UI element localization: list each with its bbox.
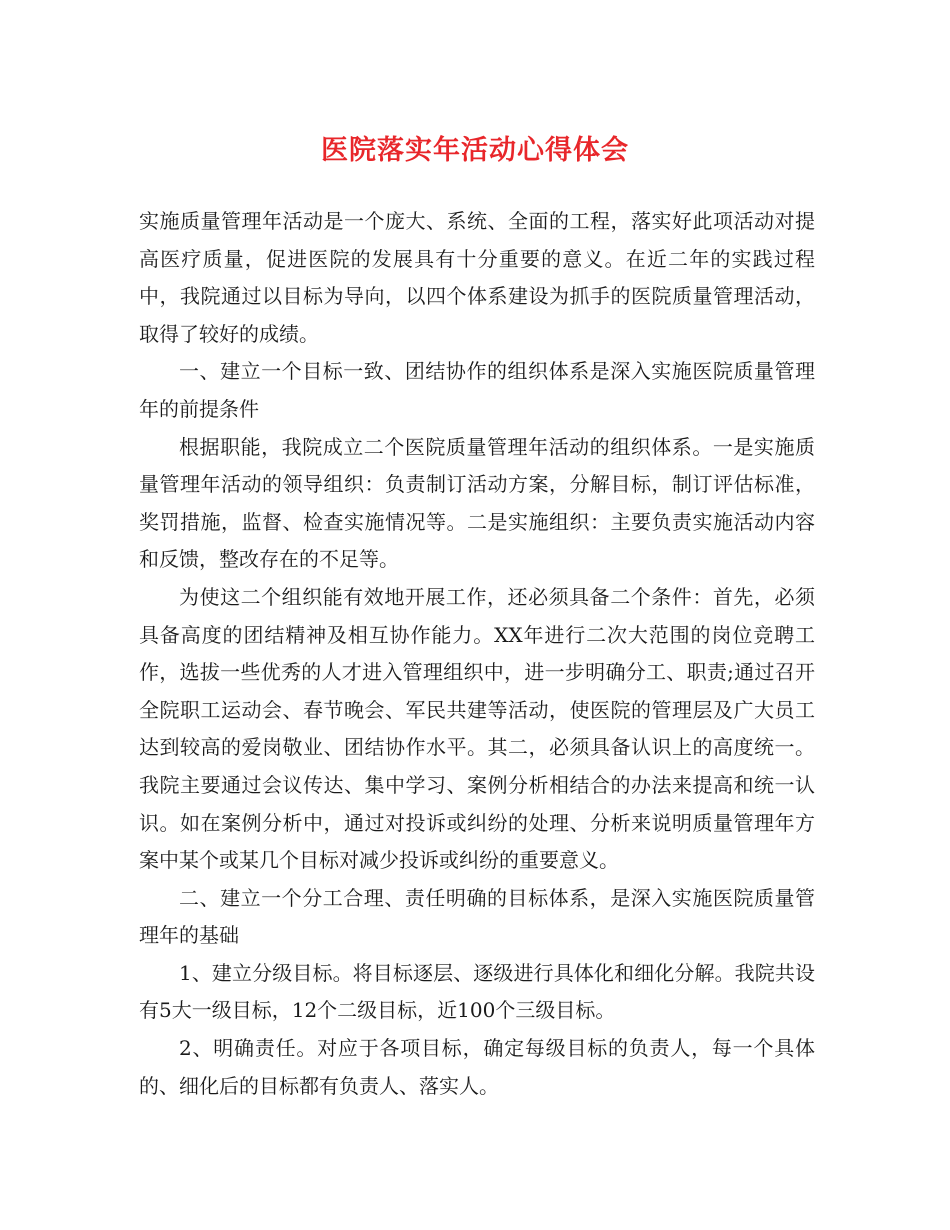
paragraph-heading-2: 二、建立一个分工合理、责任明确的目标体系，是深入实施医院质量管理年的基础 — [139, 885, 815, 948]
paragraph-conditions: 为使这二个组织能有效地开展工作，还必须具备二个条件：首先，必须具备高度的团结精神及相互协作能力。XX年进行二次大范围的岗位竞聘工作，选拔一些优秀的人才进入管理组织中，进一步明确分工、职责;通过召开全院职工运动会、春节晚会、军民共建等活动，使医院的管理层及广大员工达到较高的爱岗敬业、团结协作水平。其二，必须具备认识上的高度统一。我院主要通过会议传达、集中学习、案例分析相结合的办法来提高和统一认识。如在案例分析中，通过对投诉或纠纷的处理、分析来说明质量管理年方案中某个或某几个目标对减少投诉或纠纷的重要意义。 — [139, 584, 815, 873]
paragraph-item-2: 2、明确责任。对应于各项目标，确定每级目标的负责人，每一个具体的、细化后的目标都有负责人、落实人。 — [139, 1036, 815, 1098]
paragraph-heading-1: 一、建立一个目标一致、团结协作的组织体系是深入实施医院质量管理年的前提条件 — [139, 359, 815, 421]
paragraph-intro: 实施质量管理年活动是一个庞大、系统、全面的工程，落实好此项活动对提高医疗质量，促进医院的发展具有十分重要的意义。在近二年的实践过程中，我院通过以目标为导向，以四个体系建设为抓手的医院质量管理活动，取得了较好的成绩。 — [139, 209, 815, 346]
paragraph-item-1: 1、建立分级目标。将目标逐层、逐级进行具体化和细化分解。我院共设有5大一级目标，12个二级目标，近100个三级目标。 — [139, 960, 815, 1023]
paragraph-organization: 根据职能，我院成立二个医院质量管理年活动的组织体系。一是实施质量管理年活动的领导组织：负责制订活动方案，分解目标，制订评估标准，奖罚措施，监督、检查实施情况等。二是实施组织：主要负责实施活动内容和反馈，整改存在的不足等。 — [139, 434, 815, 572]
document-body — [139, 203, 815, 1105]
document-title: 医院落实年活动心得体会 — [321, 135, 629, 166]
